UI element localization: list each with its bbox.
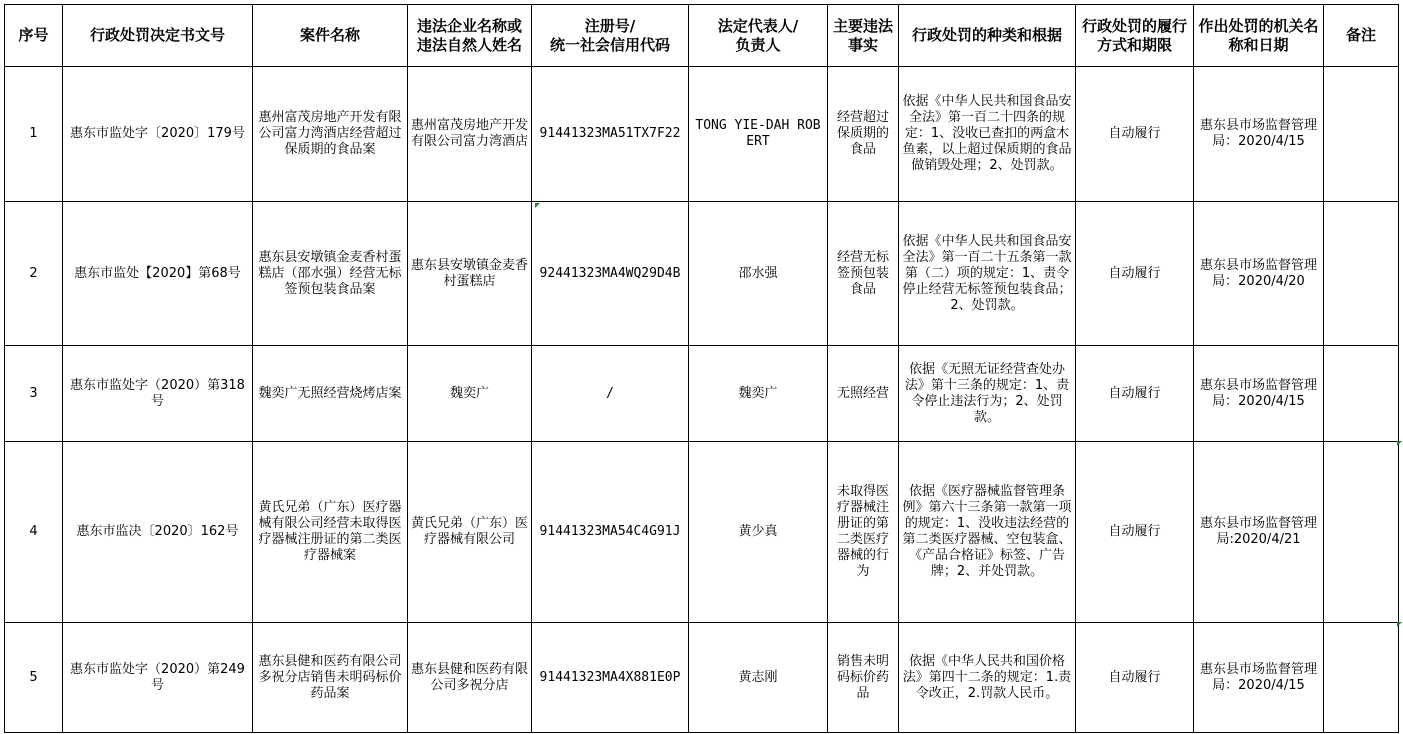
cell-legal-rep[interactable]: 魏奕广 xyxy=(689,346,828,442)
header-authority: 作出处罚的机关名称和日期 xyxy=(1194,5,1324,67)
cell-marker-icon xyxy=(1397,441,1402,446)
header-seq: 序号 xyxy=(5,5,63,67)
cell-authority[interactable]: 惠东县市场监督管理局：2020/4/15 xyxy=(1194,67,1324,202)
cell-facts[interactable]: 经营超过保质期的食品 xyxy=(828,67,899,202)
cell-seq[interactable]: 1 xyxy=(5,67,63,202)
header-remarks: 备注 xyxy=(1324,5,1399,67)
cell-party[interactable]: 魏奕广 xyxy=(408,346,532,442)
cell-legal-rep[interactable]: 邵水强 xyxy=(689,202,828,346)
cell-remarks[interactable] xyxy=(1324,202,1399,346)
cell-seq[interactable]: 5 xyxy=(5,623,63,733)
cell-marker-icon xyxy=(1397,622,1402,627)
cell-party[interactable]: 惠东县安墩镇金麦香村蛋糕店 xyxy=(408,202,532,346)
cell-basis[interactable]: 依据《医疗器械监督管理条例》第六十三条第一款第一项的规定：1、没收违法经营的第二类医疗器械、空包装盒、《产品合格证》标签、广告牌；2、并处罚款。 xyxy=(899,442,1076,623)
table-row xyxy=(5,623,1399,733)
cell-facts[interactable]: 未取得医疗器械注册证的第二类医疗器械的行为 xyxy=(828,442,899,623)
cell-performance[interactable]: 自动履行 xyxy=(1076,346,1194,442)
cell-doc-no[interactable]: 惠东市监决〔2020〕162号 xyxy=(63,442,253,623)
cell-case-name[interactable]: 惠州富茂房地产开发有限公司富力湾酒店经营超过保质期的食品案 xyxy=(253,67,408,202)
cell-doc-no[interactable]: 惠东市监处字（2020）第318号 xyxy=(63,346,253,442)
cell-legal-rep[interactable]: 黄少真 xyxy=(689,442,828,623)
header-facts: 主要违法事实 xyxy=(828,5,899,67)
header-doc-no: 行政处罚决定书文号 xyxy=(63,5,253,67)
cell-performance[interactable]: 自动履行 xyxy=(1076,67,1194,202)
table-row xyxy=(5,442,1399,623)
header-legal-rep-line1: 法定代表人/ xyxy=(717,16,799,35)
cell-party[interactable]: 惠州富茂房地产开发有限公司富力湾酒店 xyxy=(408,67,532,202)
cell-performance[interactable]: 自动履行 xyxy=(1076,202,1194,346)
cell-reg-no[interactable]: 91441323MA4X881E0P xyxy=(532,623,689,733)
cell-doc-no[interactable]: 惠东市监处【2020】第68号 xyxy=(63,202,253,346)
cell-seq[interactable]: 3 xyxy=(5,346,63,442)
cell-party[interactable]: 惠东县健和医药有限公司多祝分店 xyxy=(408,623,532,733)
table-row xyxy=(5,67,1399,202)
cell-remarks[interactable] xyxy=(1324,442,1399,623)
cell-case-name[interactable]: 惠东县安墩镇金麦香村蛋糕店（邵水强）经营无标签预包装食品案 xyxy=(253,202,408,346)
header-performance: 行政处罚的履行方式和期限 xyxy=(1076,5,1194,67)
cell-basis[interactable]: 依据《中华人民共和国食品安全法》第一百二十五条第一款第（二）项的规定：1、责令停止经营无标签预包装食品；2、处罚款。 xyxy=(899,202,1076,346)
cell-party[interactable]: 黄氏兄弟（广东）医疗器械有限公司 xyxy=(408,442,532,623)
cell-basis[interactable]: 依据《无照无证经营查处办法》第十三条的规定：1、责令停止违法行为；2、处罚款。 xyxy=(899,346,1076,442)
header-legal-rep xyxy=(689,5,828,67)
cell-case-name[interactable]: 魏奕广无照经营烧烤店案 xyxy=(253,346,408,442)
cell-authority[interactable]: 惠东县市场监督管理局:2020/4/21 xyxy=(1194,442,1324,623)
cell-facts[interactable]: 经营无标签预包装食品 xyxy=(828,202,899,346)
cell-seq[interactable]: 2 xyxy=(5,202,63,346)
cell-legal-rep[interactable]: 黄志刚 xyxy=(689,623,828,733)
cell-remarks[interactable] xyxy=(1324,346,1399,442)
header-basis: 行政处罚的种类和根据 xyxy=(899,5,1076,67)
cell-case-name[interactable]: 惠东县健和医药有限公司多祝分店销售未明码标价药品案 xyxy=(253,623,408,733)
cell-basis[interactable]: 依据《中华人民共和国食品安全法》第一百二十四条的规定：1、没收已查扣的两盒木鱼素，以上超过保质期的食品做销毁处理；2、处罚款。 xyxy=(899,67,1076,202)
cell-marker-icon xyxy=(535,203,540,208)
cell-remarks[interactable] xyxy=(1324,623,1399,733)
cell-reg-no[interactable]: 91441323MA51TX7F22 xyxy=(532,67,689,202)
penalty-table xyxy=(4,4,1399,733)
header-legal-rep-line2: 负责人 xyxy=(735,35,781,54)
header-party: 违法企业名称或违法自然人姓名 xyxy=(408,5,532,67)
header-reg-no-line1: 注册号/ xyxy=(584,16,636,35)
cell-legal-rep[interactable]: TONG YIE-DAH ROBERT xyxy=(689,67,828,202)
cell-reg-no[interactable]: / xyxy=(532,346,689,442)
cell-authority[interactable]: 惠东县市场监督管理局：2020/4/15 xyxy=(1194,623,1324,733)
cell-doc-no[interactable]: 惠东市监处字〔2020〕179号 xyxy=(63,67,253,202)
cell-case-name[interactable]: 黄氏兄弟（广东）医疗器械有限公司经营未取得医疗器械注册证的第二类医疗器械案 xyxy=(253,442,408,623)
cell-basis[interactable]: 依据《中华人民共和国价格法》第四十二条的规定：1.责令改正，2.罚款人民币。 xyxy=(899,623,1076,733)
cell-facts[interactable]: 无照经营 xyxy=(828,346,899,442)
table-row xyxy=(5,202,1399,346)
header-row xyxy=(5,5,1399,67)
cell-facts[interactable]: 销售未明码标价药品 xyxy=(828,623,899,733)
cell-performance[interactable]: 自动履行 xyxy=(1076,442,1194,623)
header-reg-no-line2: 统一社会信用代码 xyxy=(549,35,670,54)
cell-remarks[interactable] xyxy=(1324,67,1399,202)
cell-reg-no[interactable]: 92441323MA4WQ29D4B xyxy=(532,202,689,346)
header-case-name: 案件名称 xyxy=(253,5,408,67)
cell-reg-no[interactable]: 91441323MA54C4G91J xyxy=(532,442,689,623)
cell-doc-no[interactable]: 惠东市监处字（2020）第249号 xyxy=(63,623,253,733)
cell-authority[interactable]: 惠东县市场监督管理局：2020/4/20 xyxy=(1194,202,1324,346)
cell-authority[interactable]: 惠东县市场监督管理局：2020/4/15 xyxy=(1194,346,1324,442)
cell-seq[interactable]: 4 xyxy=(5,442,63,623)
header-reg-no xyxy=(532,5,689,67)
cell-performance[interactable]: 自动履行 xyxy=(1076,623,1194,733)
table-row xyxy=(5,346,1399,442)
